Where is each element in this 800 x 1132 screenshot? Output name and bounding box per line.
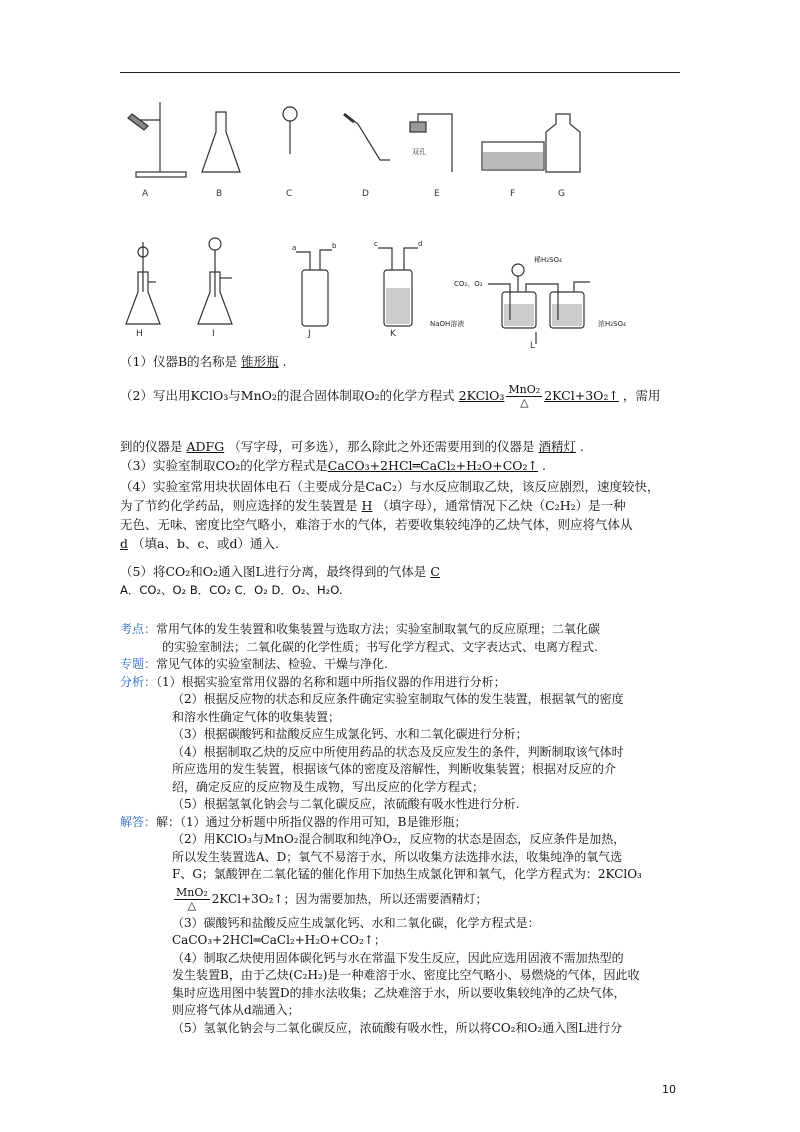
question-3 xyxy=(120,456,680,475)
figure-label-f: F xyxy=(510,189,516,199)
q1-text: （1）仪器B的名称是 xyxy=(120,354,238,369)
fenxi-line: （5）根据氢氧化钠会与二氧化碳反应，浓硫酸有吸水性进行分析. xyxy=(172,797,520,811)
fenxi-label: 分析： xyxy=(120,674,157,689)
jieda-line: （4）制取乙炔使用固体碳化钙与水在常温下发生反应，因此应选用固液不需加热型的 xyxy=(172,950,624,965)
jieda-label: 解答： xyxy=(120,814,157,829)
q2-eq-left: 2KClO₃ xyxy=(458,388,505,403)
figure-label-c: C xyxy=(286,189,293,199)
jieda-line: （2）用KClO₃与MnO₂混合制取和纯净O₂，反应物的状态是固态，反应条件是加热， xyxy=(172,832,626,846)
figure-e-label: 双孔 xyxy=(412,148,426,156)
q3-text: （3）实验室制取CO₂的化学方程式是 xyxy=(120,458,328,473)
fenxi-line: 所应选用的发生装置，根据该气体的密度及溶解性，判断收集装置；根据对反应的介 xyxy=(172,762,617,776)
q4-answer-2: d xyxy=(120,536,129,551)
q2-l2-post: . xyxy=(579,439,584,454)
jieda-line: 则应将气体从d端通入； xyxy=(172,1003,300,1017)
q4-answer: H xyxy=(361,498,373,513)
question-1 xyxy=(120,352,680,371)
jieda-line: 集时应选用图中装置D的排水法收集；乙炔难溶于水，所以要收集较纯净的乙炔气体， xyxy=(172,985,626,1000)
jieda-line: CaCO₃+2HCl═CaCl₂+H₂O+CO₂↑； xyxy=(172,933,386,947)
q4-line-4 xyxy=(120,534,680,553)
q4-l2-text: 为了节约化学药品，则应选择的发生装置是 xyxy=(120,498,358,513)
figure-label-l: L xyxy=(530,341,536,348)
fenxi-line: （3）根据碳酸钙和盐酸反应生成氯化钙、水和二氧化碳进行分析； xyxy=(172,727,528,741)
q2-post: ，需用 xyxy=(622,388,661,403)
q5-answer: C xyxy=(430,564,440,579)
figure-k-d: d xyxy=(418,240,423,248)
kaodian-line-1: 常用气体的发生装置和收集装置与选取方法；实验室制取氧气的反应原理；二氧化碳 xyxy=(156,622,601,636)
question-5 xyxy=(120,562,680,600)
figure-label-h: H xyxy=(136,329,143,339)
fenxi-line: （2）根据反应物的状态和反应条件确定实验室制取气体的发生装置，根据氧气的密度 xyxy=(172,692,624,706)
figure-l-gas: CO₂、O₂ xyxy=(454,280,483,288)
q2-l2-mid: （写字母，可多选），那么除此之外还需要用到的仪器是 xyxy=(228,439,535,454)
page-number: 10 xyxy=(662,1083,676,1096)
kaodian-block xyxy=(120,621,685,1037)
figure-label-k: K xyxy=(390,329,396,339)
jieda-line: （5）氢氧化钠会与二氧化碳反应，浓硫酸有吸水性，所以将CO₂和O₂通入图L进行分 xyxy=(172,1020,623,1035)
q1-post: . xyxy=(282,354,287,369)
figure-label-d: D xyxy=(362,189,369,199)
header-rule xyxy=(120,72,680,73)
kaodian-line-2: 的实验室制法；二氧化碳的化学性质；书写化学方程式、文字表达式、电离方程式. xyxy=(162,639,598,654)
question-4 xyxy=(120,477,680,553)
q4-l2-post: （填字母），通常情况下乙炔（C₂H₂）是一种 xyxy=(376,498,626,513)
jieda-line-equation xyxy=(120,887,685,912)
q5-options: A．CO₂、O₂ B．CO₂ C．O₂ D．O₂、H₂O. xyxy=(120,583,343,597)
q2-heat: △ xyxy=(520,396,529,409)
apparatus-drawing xyxy=(118,92,698,348)
fenxi-line: （4）根据制取乙炔的反应中所使用药品的状态及反应发生的条件，判断制取该气体时 xyxy=(172,744,624,759)
jieda-line: F、G；氯酸钾在二氧化锰的催化作用下加热生成氯化钾和氧气，化学方程式为：2KClO₃ xyxy=(172,867,642,881)
figure-label-j: J xyxy=(308,329,311,339)
kaodian-label: 考点： xyxy=(120,622,157,636)
q2-text: （2）写出用KClO₃与MnO₂的混合固体制取O₂的化学方程式 xyxy=(120,388,455,403)
q1-answer: 锥形瓶 xyxy=(241,354,279,369)
figure-label-g: G xyxy=(558,189,565,199)
figure-label-i: I xyxy=(212,329,215,339)
q2-l2-text: 到的仪器是 xyxy=(120,439,183,454)
q2-l2-answer: ADFG xyxy=(186,439,225,454)
fenxi-line: 绍，确定反应的反应物及生成物，写出反应的化学方程式； xyxy=(172,779,485,794)
figure-l-conc: 浓H₂SO₄ xyxy=(598,320,626,328)
q4-l4-post: （填a、b、c、或d）通入. xyxy=(132,536,279,551)
zhuanti-label: 专题： xyxy=(120,657,157,671)
jieda-line: 解：（1）通过分析题中所指仪器的作用可知，B是锥形瓶； xyxy=(156,814,467,829)
q2-condition xyxy=(506,384,542,409)
apparatus-figure xyxy=(118,92,698,348)
q2-catalyst: MnO₂ xyxy=(508,383,541,396)
q3-post: . xyxy=(542,458,546,473)
jieda-condition xyxy=(174,887,210,912)
figure-label-a: A xyxy=(142,189,149,199)
jieda-line: 发生装置B，由于乙炔(C₂H₂)是一种难溶于水、密度比空气略小、易燃烧的气体，因此收 xyxy=(172,968,640,982)
fenxi-line: （1）根据实验室常用仪器的名称和题中所指仪器的作用进行分析； xyxy=(156,674,506,689)
fenxi-line: 和溶水性确定气体的收集装置； xyxy=(172,709,341,724)
figure-j-b: b xyxy=(332,242,337,250)
q3-answer: CaCO₃+2HCl═CaCl₂+H₂O+CO₂↑ xyxy=(327,458,539,473)
q4-line-2 xyxy=(120,496,680,515)
q4-line-3: 无色、无味、密度比空气略小，难溶于水的气体，若要收集较纯净的乙炔气体，则应将气体从 xyxy=(120,517,633,532)
figure-j-a: a xyxy=(292,244,297,252)
figure-label-b: B xyxy=(216,189,223,199)
question-2-line-2 xyxy=(120,437,680,456)
figure-label-e: E xyxy=(434,189,440,199)
zhuanti-text: 常见气体的实验室制法、检验、干燥与净化. xyxy=(156,657,388,671)
q5-text: （5）将CO₂和O₂通入图L进行分离，最终得到的气体是 xyxy=(120,564,427,579)
jieda-line: （3）碳酸钙和盐酸反应生成氯化钙、水和二氧化碳，化学方程式是： xyxy=(172,915,540,930)
jieda-line: 所以发生装置选A、D；氧气不易溶于水，所以收集方法选排水法，收集纯净的氧气选 xyxy=(172,849,623,864)
jieda-catalyst: MnO₂ xyxy=(176,885,208,899)
q2-eq-right: 2KCl+3O₂↑ xyxy=(544,388,619,403)
q5-line-1 xyxy=(120,562,680,581)
jieda-heat: △ xyxy=(187,898,197,912)
figure-l-dilute: 稀H₂SO₄ xyxy=(534,256,562,264)
figure-k-c: c xyxy=(374,240,378,248)
q4-line-1: （4）实验室常用块状固体电石（主要成分是CaC₂）与水反应制取乙炔，该反应剧烈，速度较快， xyxy=(120,479,660,494)
jieda-eq-rest: 2KCl+3O₂↑；因为需要加热，所以还需要酒精灯； xyxy=(211,891,488,906)
q2-l2-answer2: 酒精灯 xyxy=(538,439,576,454)
question-2-line-1 xyxy=(120,384,680,409)
q2-answer-equation xyxy=(458,383,619,409)
figure-l-naoh: NaOH溶液 xyxy=(430,320,465,328)
